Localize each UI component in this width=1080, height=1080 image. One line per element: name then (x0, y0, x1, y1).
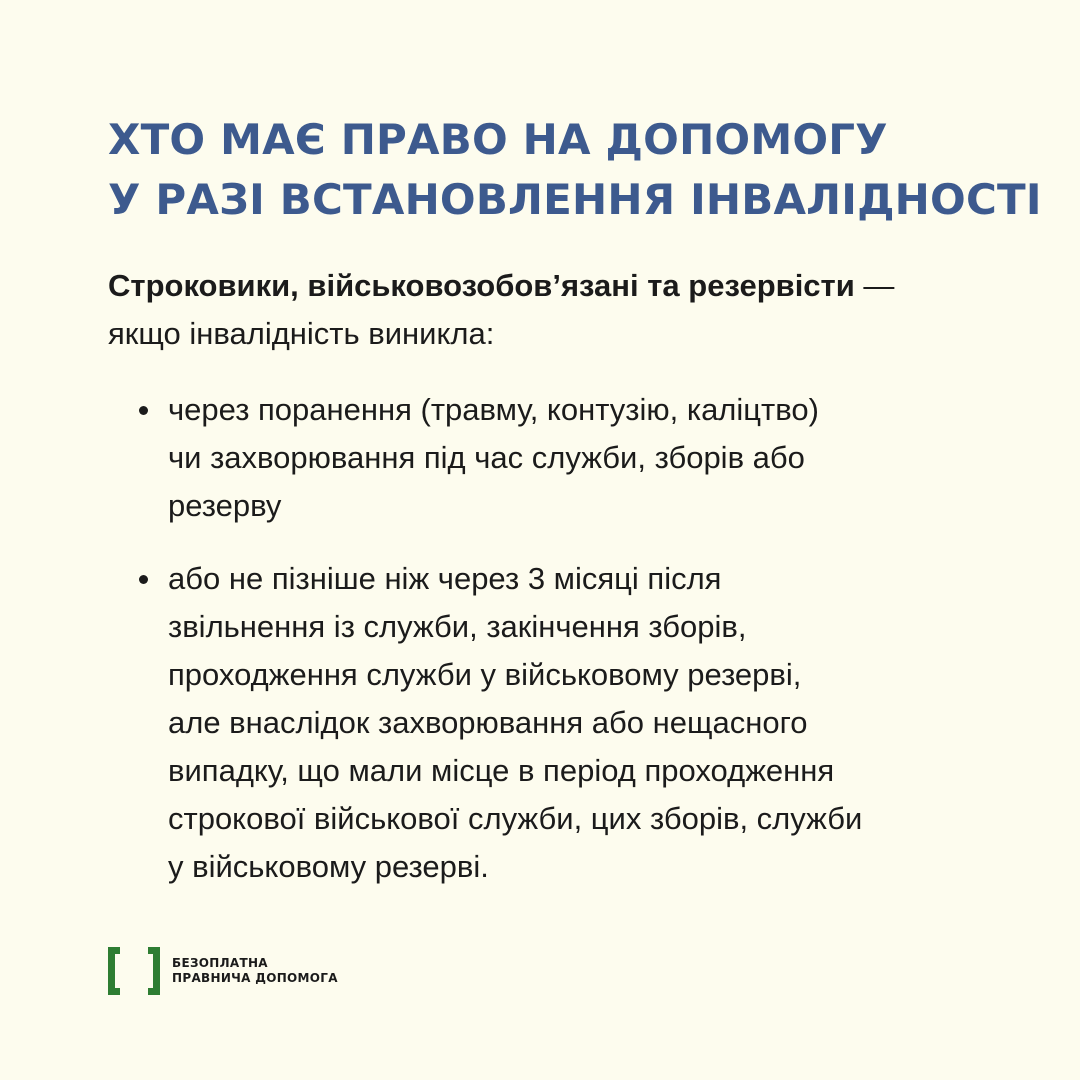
bullet-line: резерву (168, 488, 282, 523)
brackets-logo-icon (108, 947, 160, 995)
title-line-2: У РАЗІ ВСТАНОВЛЕННЯ ІНВАЛІДНОСТІ (108, 175, 1042, 224)
logo-text-line-1: БЕЗОПЛАТНА (172, 956, 268, 970)
logo-text-line-2: ПРАВНИЧА ДОПОМОГА (172, 971, 338, 985)
bullet-list (108, 386, 1028, 916)
list-item (108, 386, 1028, 530)
bullet-line: звільнення із служби, закінчення зборів, (168, 609, 747, 644)
bullet-line: але внаслідок захворювання або нещасного (168, 705, 808, 740)
bullet-line: через поранення (травму, контузію, каліцтво) (168, 392, 819, 427)
list-item (108, 555, 1028, 891)
logo-text (172, 956, 338, 986)
bullet-dot-icon (139, 575, 148, 584)
bullet-line: чи захворювання під час служби, зборів або (168, 440, 805, 475)
bullet-line: проходження служби у військовому резерві, (168, 657, 802, 692)
intro-second-line: якщо інвалідність виникла: (108, 316, 495, 351)
logo (108, 947, 338, 995)
title-line-1: ХТО МАЄ ПРАВО НА ДОПОМОГУ (108, 115, 888, 164)
page-title (108, 110, 1042, 230)
intro-dash: — (854, 268, 895, 303)
left-bracket-icon (108, 947, 120, 995)
intro-paragraph (108, 262, 1028, 358)
intro-bold-text: Строковики, військовозобов’язані та резервісти (108, 268, 855, 303)
right-bracket-icon (148, 947, 160, 995)
bullet-line: у військовому резерві. (168, 849, 489, 884)
bullet-dot-icon (139, 406, 148, 415)
bullet-line: строкової військової служби, цих зборів, служби (168, 801, 863, 836)
bullet-line: або не пізніше ніж через 3 місяці після (168, 561, 722, 596)
bullet-line: випадку, що мали місце в період проходження (168, 753, 835, 788)
